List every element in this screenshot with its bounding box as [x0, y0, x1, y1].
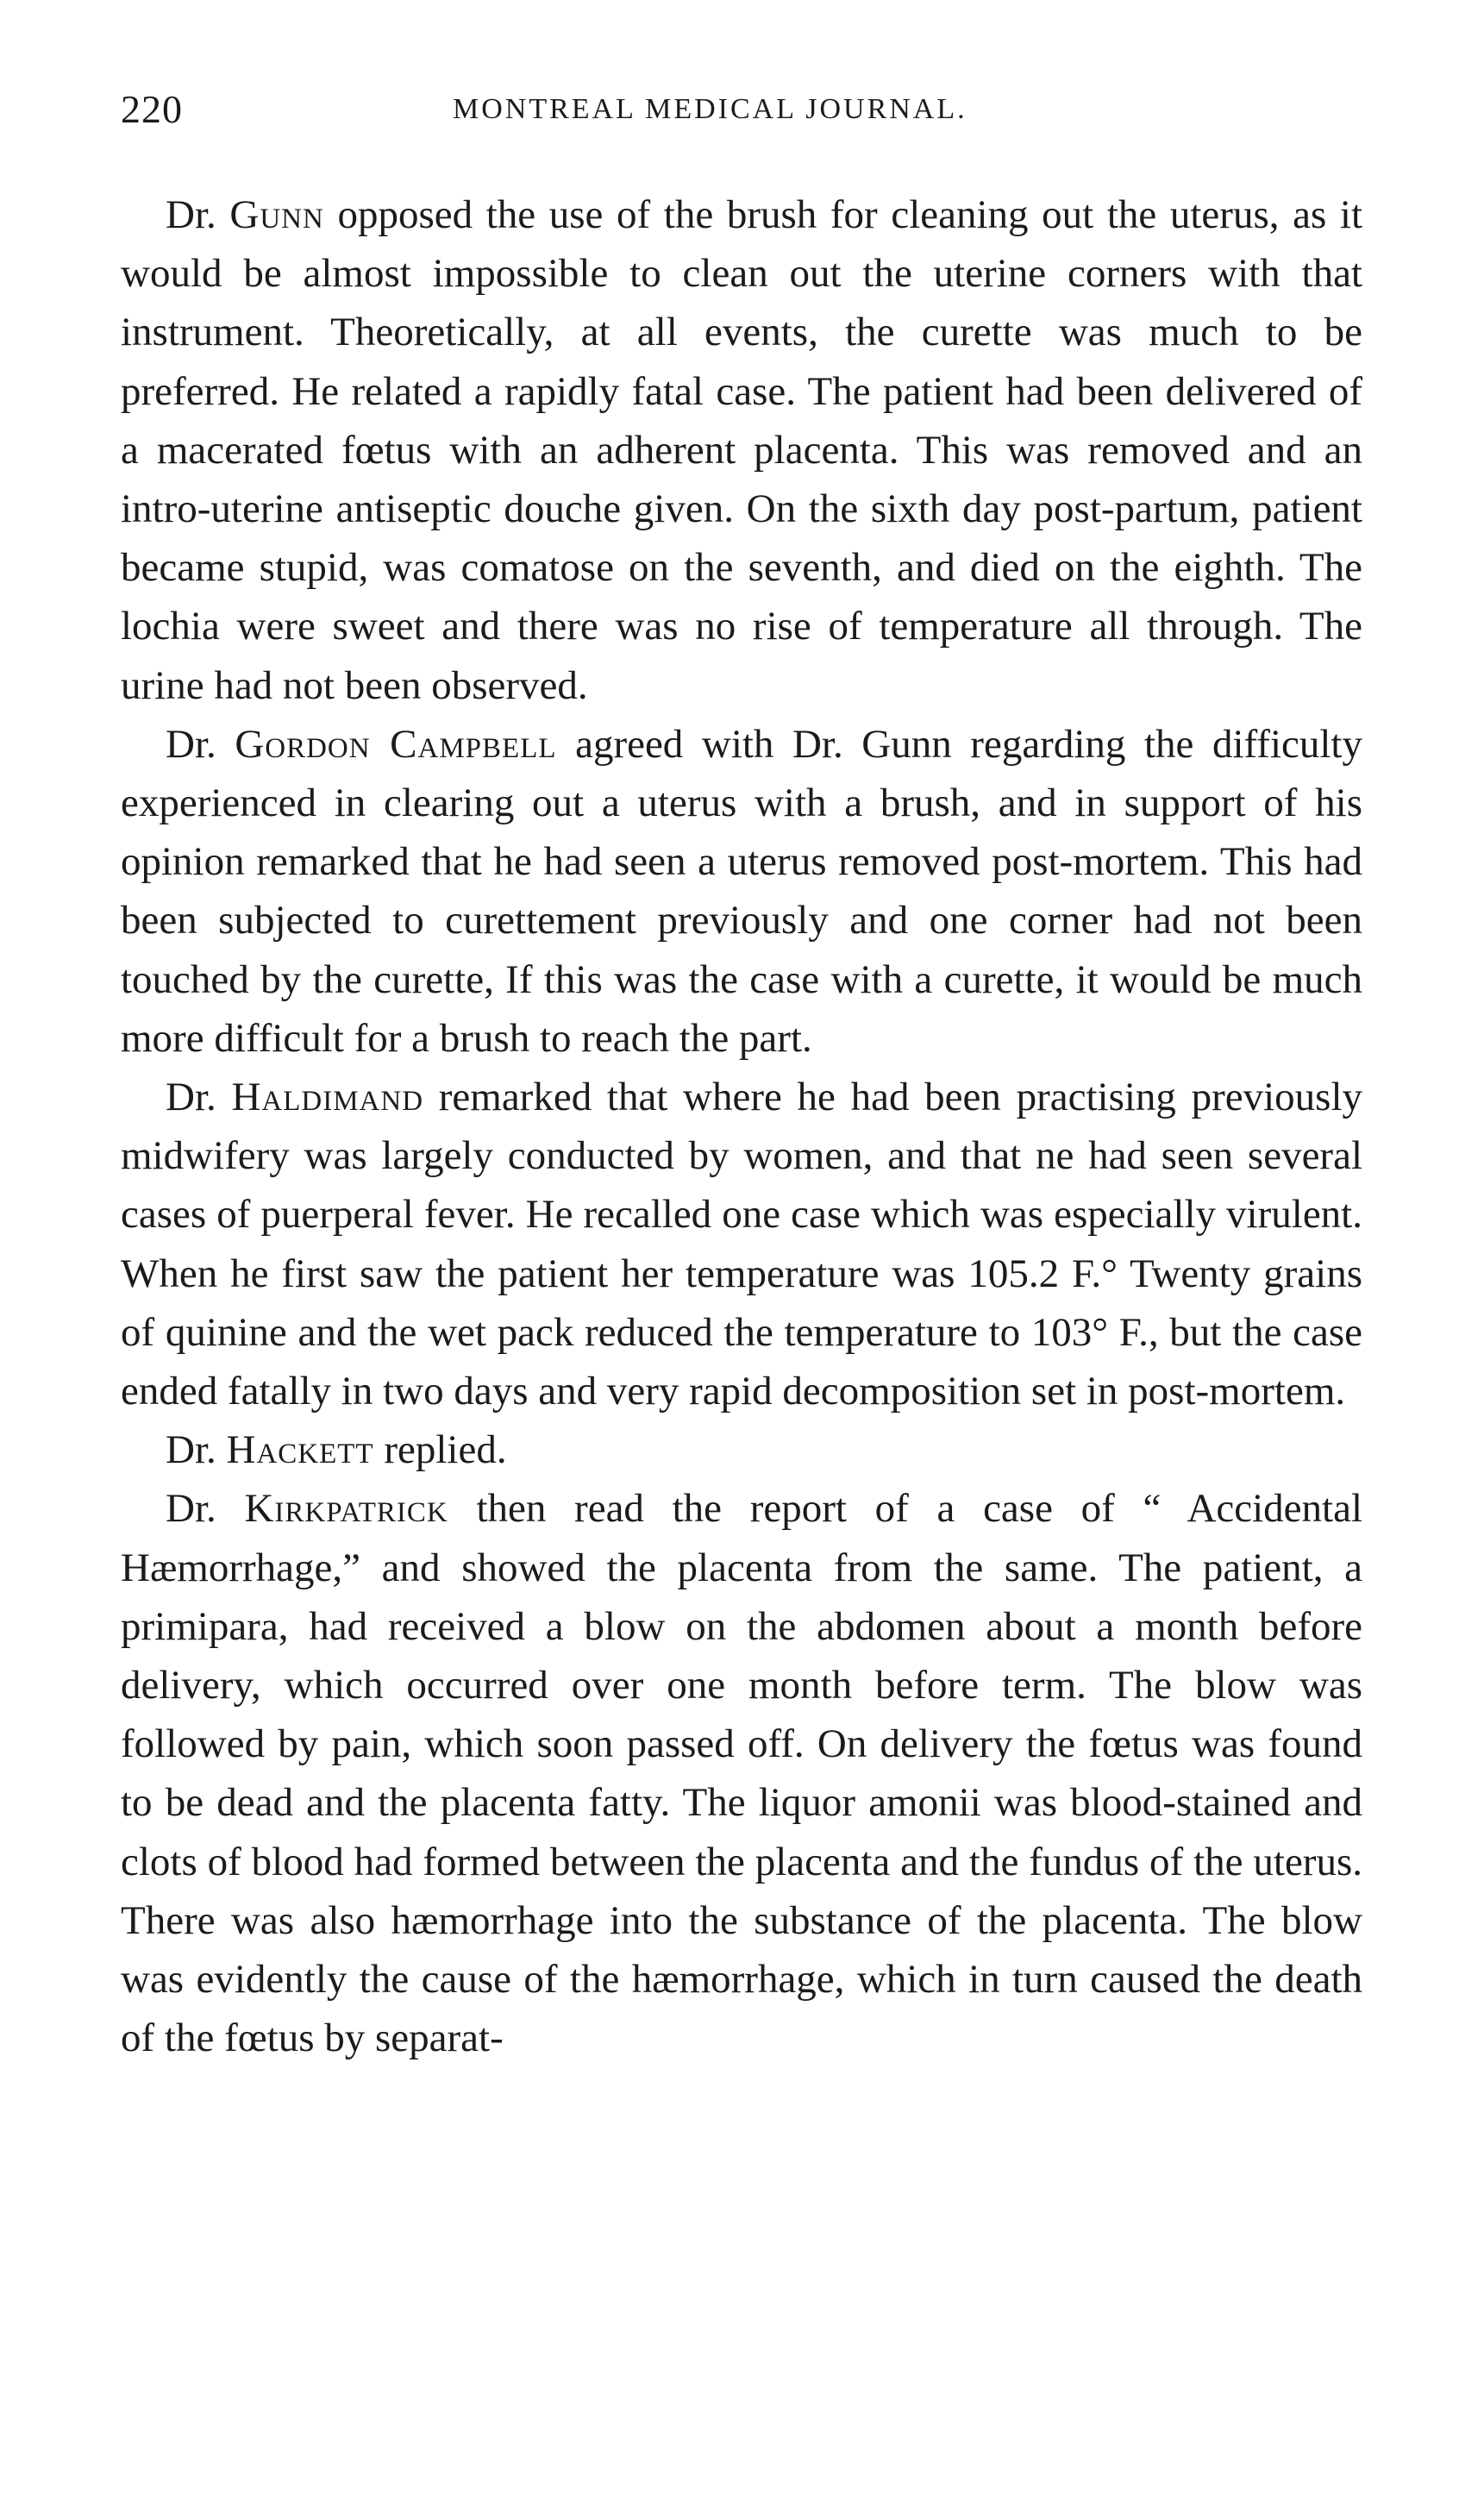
paragraph-text: agreed with Dr. Gunn regarding the difficulty experienced in clearing out a uterus with a brush, and in support of his opinion remarked that he had seen a uterus removed post-mortem. This had been subjected to curettement previously and one corner had not been touched by the curette, If this was the case with a curette, it would be much more difficult for a brush to reach the part.: [121, 721, 1362, 1061]
speaker-title: Dr.: [166, 192, 216, 237]
speaker-name: Kirkpatrick: [244, 1486, 448, 1532]
page-header: [121, 86, 1362, 138]
speaker-title: Dr.: [166, 1075, 216, 1120]
paragraph-gunn: [121, 185, 1362, 715]
paragraph-text: remarked that where he had been practising previously midwifery was largely conducted by women, and that ne had seen several cases of puerperal fever. He recalled one case which was especially virulent. When he first saw the patient her temperature was 105.2 F.° Twenty grains of quinine and the wet pack reduced the temperature to 103° F., but the case ended fatally in two days and very rapid decomposition set in post-mortem.: [121, 1075, 1363, 1414]
paragraph-text: then read the report of a case of “ Accidental Hæmorrhage,” and showed the placenta from the same. The patient, a primipara, had received a blow on the abdomen about a month before delivery, which occurred over one month before term. The blow was followed by pain, which soon passed off. On delivery the fœtus was found to be dead and the placenta fatty. The liquor amonii was blood-stained and clots of blood had formed between the placenta and the fundus of the uterus. There was also hæmorrhage into the substance of the placenta. The blow was evidently the cause of the hæmorrhage, which in turn caused the death of the fœtus by separat-: [121, 1486, 1363, 2061]
speaker-title: Dr.: [166, 1427, 216, 1473]
paragraph-text: opposed the use of the brush for cleaning out the uterus, as it would be almost impossible to clean out the uterine corners with that instrument. Theoretically, at all events, the curette was much to be preferred. He related a rapidly fatal case. The patient had been delivered of a macerated fœtus with an adherent placenta. This was removed and an intro-uterine antiseptic douche given. On the sixth day post-partum, patient became stupid, was comatose on the seventh, and died on the eighth. The lochia were sweet and there was no rise of temperature all through. The urine had not been observed.: [121, 192, 1363, 708]
speaker-name: Hackett: [226, 1427, 374, 1473]
paragraph-hackett: [121, 1420, 1362, 1479]
paragraph-haldimand: [121, 1068, 1362, 1420]
speaker-name: Gordon Campbell: [235, 721, 557, 767]
speaker-title: Dr.: [166, 1486, 216, 1532]
paragraph-gordon-campbell: [121, 715, 1362, 1068]
paragraph-kirkpatrick: [121, 1479, 1362, 2067]
page-number: 220: [121, 87, 183, 131]
speaker-title: Dr.: [166, 721, 216, 767]
speaker-name: Haldimand: [231, 1075, 424, 1120]
running-title: MONTREAL MEDICAL JOURNAL.: [453, 93, 967, 125]
paragraph-text: replied.: [384, 1427, 507, 1473]
speaker-name: Gunn: [229, 192, 324, 237]
article-body: [121, 185, 1362, 2068]
